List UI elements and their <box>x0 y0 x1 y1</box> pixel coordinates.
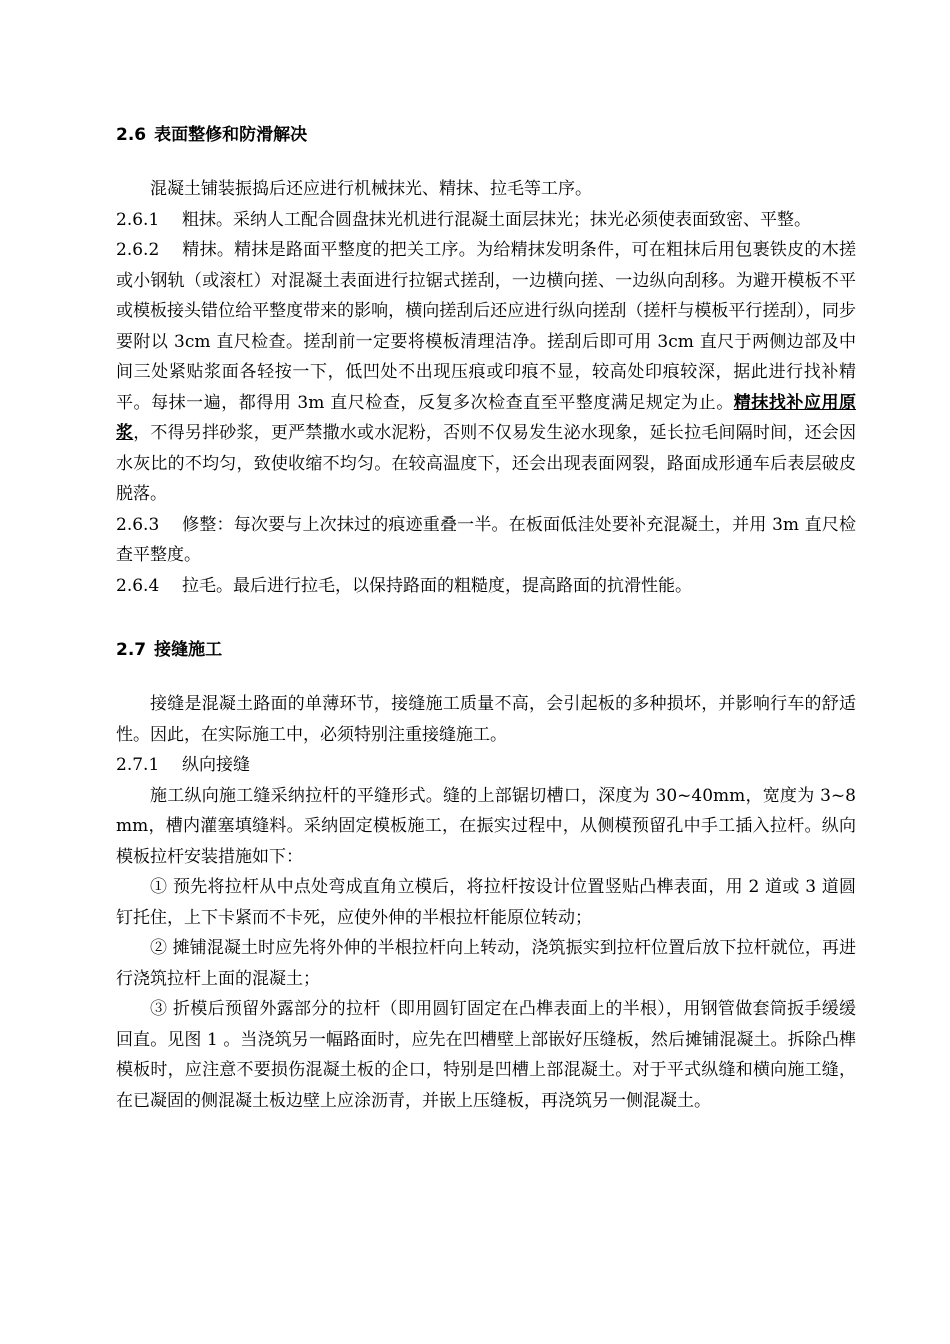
emphasis-text: 精抹找补应用原浆 <box>116 392 857 443</box>
item-number: 2.6.4 <box>116 575 160 596</box>
item-text: 拉毛。最后进行拉毛，以保持路面的粗糙度，提高路面的抗滑性能。 <box>182 575 692 596</box>
item-title: 纵向接缝 <box>182 755 250 775</box>
item-text: 粗抹。采纳人工配合圆盘抹光机进行混凝土面层抹光；抹光必须使表面致密、平整。 <box>182 209 811 230</box>
step-1: ① 预先将拉杆从中点处弯成直角立模后，将拉杆按设计位置竖贴凸榫表面，用 2 道或 3 道圆钉托住，上下卡紧而不卡死，应使外伸的半根拉杆能原位转动； <box>116 877 856 928</box>
item-text-continued: ，不得另拌砂浆，更严禁撒水或水泥粉，否则不仅易发生泌水现象，延长拉毛间隔时间，还会因水灰比的不均匀，致使收缩不均匀。在较高温度下，还会出现表面网裂，路面成形通车后表层破皮脱落。 <box>116 423 857 504</box>
spacer <box>116 150 856 174</box>
item-number: 2.6.3 <box>116 514 160 535</box>
item-2-6-1 <box>116 205 856 236</box>
step-3: ③ 折模后预留外露部分的拉杆（即用圆钉固定在凸榫表面上的半根），用钢管做套筒扳手缓缓回直。见图 1 。当浇筑另一幅路面时，应先在凹槽壁上部嵌好压缝板，然后摊铺混凝土。拆除凸榫模板时，应注意不要损伤混凝土板的企口，特别是凹槽上部混凝土。对于平式纵缝和横向施工缝，在已凝固的侧混凝土板边壁上应涂沥青，并嵌上压缝板，再浇筑另一侧混凝土。 <box>116 999 856 1111</box>
item-2-6-3 <box>116 510 856 571</box>
item-number: 2.7.1 <box>116 755 160 775</box>
item-2-6-4 <box>116 571 856 602</box>
step-2: ② 摊铺混凝土时应先将外伸的半根拉杆向上转动，浇筑振实到拉杆位置后放下拉杆就位，再进行浇筑拉杆上面的混凝土； <box>116 938 856 989</box>
intro-paragraph: 接缝是混凝土路面的单薄环节，接缝施工质量不高，会引起板的多种损坏，并影响行车的舒适性。因此，在实际施工中，必须特别注重接缝施工。 <box>116 694 856 745</box>
item-2-7-1 <box>116 750 856 781</box>
section-heading-2-7 <box>116 635 856 665</box>
spacer <box>116 665 856 689</box>
body-paragraph: 施工纵向施工缝采纳拉杆的平缝形式。缝的上部锯切槽口，深度为 30~40mm，宽度为 3~8mm，槽内灌塞填缝料。采纳固定模板施工，在振实过程中，从侧模预留孔中手工插入拉杆。纵向模板拉杆安装措施如下： <box>116 785 856 867</box>
section-number: 2.6 <box>116 125 147 145</box>
section-title: 表面整修和防滑解决 <box>154 125 308 145</box>
spacer <box>116 601 856 635</box>
item-number: 2.6.1 <box>116 209 160 230</box>
item-text: 修整：每次要与上次抹过的痕迹重叠一半。在板面低洼处要补充混凝土，并用 3m 直尺检查平整度。 <box>116 514 856 565</box>
section-heading-2-6 <box>116 120 856 150</box>
item-text: 精抹。精抹是路面平整度的把关工序。为给精抹发明条件，可在粗抹后用包裹铁皮的木搓或小钢轨（或滚杠）对混凝土表面进行拉锯式搓刮，一边横向搓、一边纵向刮移。为避开模板不平或模板接头错位给平整度带来的影响，横向搓刮后还应进行纵向搓刮（搓杆与模板平行搓刮），同步要附以 3cm 直尺检查。搓刮前一定要将模板清理洁净。搓刮后即可用 3cm 直尺于两侧边部及中间三处紧贴浆面各轻按一下，低凹处不出现压痕或印痕不显，较高处印痕较深，据此进行找补精平。每抹一遍，都得用 3m 直尺检查，反复多次检查直至平整度满足规定为止。 <box>116 240 856 413</box>
item-number: 2.6.2 <box>116 240 160 260</box>
intro-paragraph: 混凝土铺装振捣后还应进行机械抹光、精抹、拉毛等工序。 <box>150 179 592 199</box>
document-body <box>116 120 856 1116</box>
section-title: 接缝施工 <box>154 640 223 660</box>
section-number: 2.7 <box>116 640 147 660</box>
item-2-6-2 <box>116 235 856 510</box>
